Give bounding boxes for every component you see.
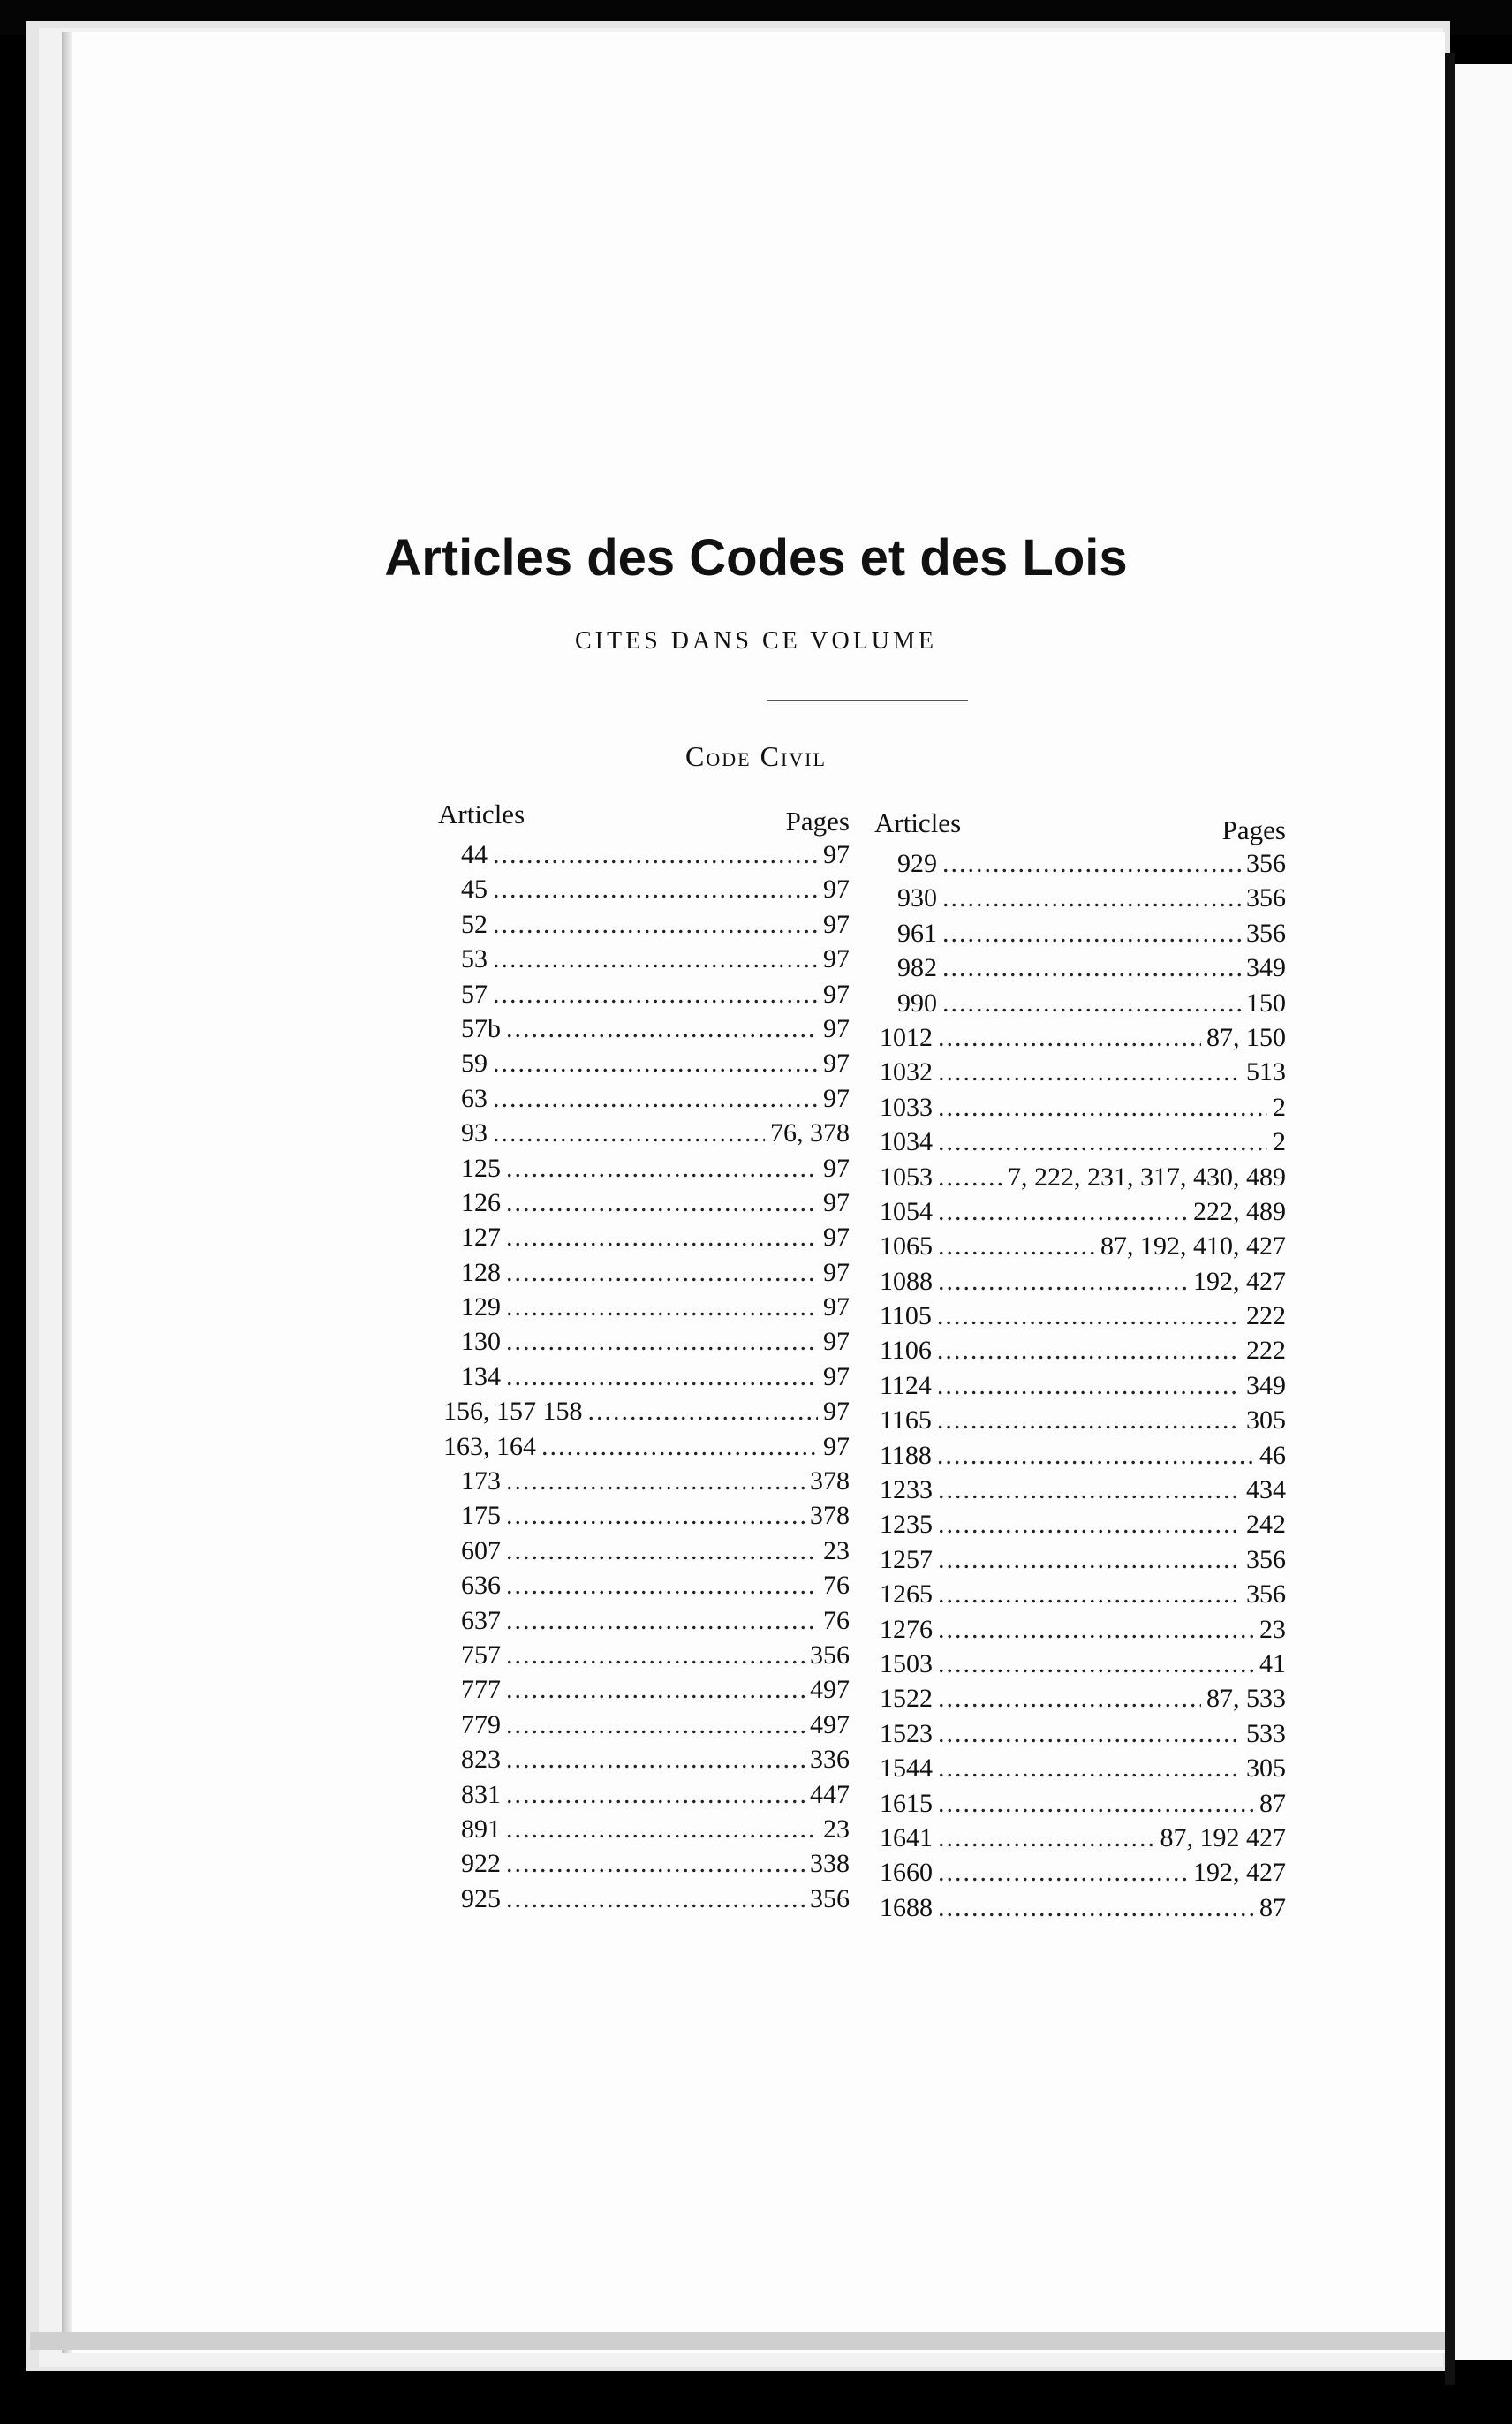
- article-number: 922: [461, 1849, 501, 1879]
- dot-leader: [938, 1855, 1188, 1890]
- dot-leader: [541, 1429, 818, 1464]
- dot-leader: [942, 846, 1241, 881]
- page-reference: 97: [823, 1013, 850, 1043]
- index-column-right: [871, 807, 1286, 1925]
- page-reference: 97: [823, 1083, 850, 1113]
- dot-leader: [938, 1507, 1241, 1542]
- index-entry: [871, 1786, 1286, 1821]
- page-title: Articles des Codes et des Lois: [384, 529, 1128, 587]
- dot-leader: [937, 1333, 1241, 1367]
- dot-leader: [938, 1542, 1241, 1577]
- index-entry: [871, 1855, 1286, 1890]
- page-reference: 97: [823, 1361, 850, 1391]
- article-number: 1233: [880, 1475, 933, 1505]
- page-reference: 97: [823, 840, 850, 869]
- article-number: 44: [461, 840, 488, 869]
- index-entry: [871, 1890, 1286, 1925]
- article-number: 125: [461, 1153, 501, 1183]
- article-number: 1523: [880, 1718, 933, 1748]
- column-header: [871, 807, 1286, 846]
- dot-leader: [506, 1464, 805, 1498]
- page-reference: 97: [823, 1327, 850, 1357]
- article-number: 823: [461, 1745, 501, 1775]
- page-reference: 76: [823, 1605, 850, 1635]
- dot-leader: [493, 872, 818, 906]
- article-number: 1615: [880, 1788, 933, 1818]
- dot-leader: [938, 1751, 1241, 1785]
- article-number: 1265: [880, 1579, 933, 1610]
- index-entry: [871, 1090, 1286, 1125]
- dot-leader: [506, 1151, 818, 1185]
- page-reference: 46: [1259, 1440, 1286, 1470]
- index-entry: [435, 1151, 850, 1185]
- dot-leader: [938, 1194, 1188, 1229]
- dot-leader: [938, 1577, 1241, 1611]
- page-reference: 97: [823, 1431, 850, 1461]
- page-reference: 76: [823, 1571, 850, 1601]
- article-number: 134: [461, 1361, 501, 1391]
- index-entry: [435, 942, 850, 976]
- article-number: 1034: [880, 1127, 933, 1157]
- article-number: 1503: [880, 1648, 933, 1678]
- dot-leader: [937, 1299, 1241, 1333]
- page-reference: 513: [1246, 1057, 1286, 1087]
- dot-leader: [493, 837, 818, 872]
- dot-leader: [506, 1638, 805, 1672]
- index-entry: [435, 1534, 850, 1568]
- article-number: 52: [461, 909, 488, 939]
- dot-leader: [506, 1185, 818, 1220]
- index-entry: [871, 1264, 1286, 1299]
- article-number: 175: [461, 1501, 501, 1531]
- page-reference: 338: [810, 1849, 850, 1879]
- article-number: 59: [461, 1049, 488, 1079]
- page-reference: 222: [1246, 1301, 1286, 1331]
- dot-leader: [942, 881, 1241, 915]
- dot-leader: [506, 1498, 805, 1533]
- index-rows-left: [435, 837, 850, 1916]
- index-entry: [435, 837, 850, 872]
- index-entry: [871, 916, 1286, 951]
- article-number: 1688: [880, 1892, 933, 1922]
- article-number: 607: [461, 1535, 501, 1565]
- index-entry: [435, 1116, 850, 1150]
- index-entry: [435, 1185, 850, 1220]
- page-reference: 87, 192 427: [1160, 1822, 1286, 1852]
- page-reference: 305: [1246, 1754, 1286, 1784]
- article-number: 130: [461, 1327, 501, 1357]
- dot-leader: [938, 1716, 1241, 1751]
- article-number: 1276: [880, 1614, 933, 1644]
- index-entry: [871, 1612, 1286, 1647]
- article-number: 930: [897, 883, 937, 913]
- dot-leader: [506, 1882, 805, 1916]
- dot-leader: [506, 1777, 805, 1812]
- index-entry: [871, 986, 1286, 1020]
- dot-leader: [938, 1229, 1095, 1263]
- dot-leader: [506, 1360, 818, 1394]
- index-entry: [435, 1046, 850, 1080]
- page-reference: 97: [823, 979, 850, 1009]
- article-number: 1660: [880, 1858, 933, 1888]
- page-reference: 447: [810, 1779, 850, 1809]
- page-reference: 87, 192, 410, 427: [1100, 1231, 1286, 1261]
- dot-leader: [493, 977, 818, 1011]
- page-reference: 378: [810, 1466, 850, 1496]
- article-number: 53: [461, 944, 488, 974]
- page-reference: 87: [1259, 1892, 1286, 1922]
- article-number: 1033: [880, 1092, 933, 1122]
- index-entry: [435, 1394, 850, 1428]
- article-number: 1544: [880, 1754, 933, 1784]
- page-reference: 87: [1259, 1788, 1286, 1818]
- dot-leader: [938, 1647, 1254, 1681]
- index-entry: [871, 1160, 1286, 1194]
- index-entry: [435, 1672, 850, 1707]
- index-entry: [871, 1577, 1286, 1611]
- dot-leader: [506, 1742, 805, 1776]
- index-entry: [871, 1821, 1286, 1855]
- article-number: 63: [461, 1083, 488, 1113]
- article-number: 929: [897, 849, 937, 878]
- page-reference: 7, 222, 231, 317, 430, 489: [1008, 1162, 1286, 1192]
- article-number: 173: [461, 1466, 501, 1496]
- index-entry: [435, 1081, 850, 1116]
- index-entry: [871, 1403, 1286, 1437]
- page-reference: 23: [823, 1814, 850, 1844]
- article-number: 93: [461, 1118, 488, 1148]
- pages-header: Pages: [1221, 814, 1286, 845]
- page-reference: 305: [1246, 1405, 1286, 1435]
- dot-leader: [938, 1681, 1201, 1716]
- dot-leader: [938, 1786, 1254, 1821]
- dot-leader: [506, 1603, 818, 1638]
- page-reference: 2: [1273, 1127, 1286, 1157]
- article-number: 1088: [880, 1266, 933, 1296]
- article-number: 128: [461, 1257, 501, 1287]
- article-number: 1124: [880, 1370, 932, 1400]
- dot-leader: [937, 1403, 1241, 1437]
- index-entry: [435, 907, 850, 942]
- index-entry: [435, 1498, 850, 1533]
- index-column-left: [435, 799, 850, 1916]
- index-entry: [435, 1812, 850, 1846]
- article-number: 982: [897, 953, 937, 983]
- page-reference: 222, 489: [1193, 1196, 1286, 1226]
- article-number: 637: [461, 1605, 501, 1635]
- title-divider: [767, 700, 968, 701]
- article-number: 1235: [880, 1510, 933, 1540]
- articles-header: Articles: [874, 807, 962, 838]
- page-reference: 97: [823, 1223, 850, 1253]
- dot-leader: [938, 1020, 1201, 1055]
- page-reference: 356: [810, 1883, 850, 1913]
- index-entry: [871, 1473, 1286, 1507]
- column-header: [435, 799, 850, 837]
- page-reference: 192, 427: [1193, 1266, 1286, 1296]
- page-reference: 222: [1246, 1336, 1286, 1366]
- index-entry: [435, 1429, 850, 1464]
- page-reference: 356: [810, 1640, 850, 1670]
- index-entry: [871, 1299, 1286, 1333]
- page-reference: 97: [823, 1187, 850, 1217]
- dot-leader: [942, 916, 1241, 951]
- dot-leader: [493, 942, 818, 976]
- article-number: 156, 157 158: [443, 1397, 583, 1427]
- index-entry: [435, 1708, 850, 1742]
- page-reference: 97: [823, 909, 850, 939]
- article-number: 1054: [880, 1196, 933, 1226]
- index-entry: [435, 1603, 850, 1638]
- dot-leader: [493, 1046, 818, 1080]
- index-entry: [871, 1438, 1286, 1473]
- article-number: 1032: [880, 1057, 933, 1087]
- index-entry: [871, 846, 1286, 881]
- page-reference: 97: [823, 1397, 850, 1427]
- page-reference: 2: [1273, 1092, 1286, 1122]
- article-number: 1105: [880, 1301, 932, 1331]
- index-entry: [871, 1020, 1286, 1055]
- index-entry: [435, 1220, 850, 1254]
- index-entry: [435, 1324, 850, 1359]
- dot-leader: [506, 1708, 805, 1742]
- article-number: 163, 164: [443, 1431, 536, 1461]
- dot-leader: [938, 1264, 1188, 1299]
- dot-leader: [938, 1890, 1254, 1925]
- index-entry: [871, 881, 1286, 915]
- page-reference: 497: [810, 1709, 850, 1739]
- page-reference: 87, 533: [1206, 1684, 1286, 1714]
- article-number: 57b: [461, 1013, 501, 1043]
- page-reference: 242: [1246, 1510, 1286, 1540]
- index-entry: [435, 1882, 850, 1916]
- index-entry: [435, 1742, 850, 1776]
- dot-leader: [506, 1290, 818, 1324]
- page-reference: 378: [810, 1501, 850, 1531]
- dot-leader: [942, 951, 1241, 985]
- index-entry: [435, 1846, 850, 1881]
- index-entry: [871, 1055, 1286, 1089]
- article-number: 961: [897, 918, 937, 948]
- page-reference: 97: [823, 944, 850, 974]
- index-entry: [435, 1777, 850, 1812]
- index-entry: [871, 1368, 1286, 1403]
- page-reference: 434: [1246, 1475, 1286, 1505]
- article-number: 891: [461, 1814, 501, 1844]
- page-reference: 23: [823, 1535, 850, 1565]
- index-entry: [435, 1568, 850, 1602]
- page-reference: 356: [1246, 1579, 1286, 1610]
- article-number: 57: [461, 979, 488, 1009]
- article-number: 45: [461, 875, 488, 905]
- index-entry: [871, 1542, 1286, 1577]
- article-number: 1165: [880, 1405, 932, 1435]
- article-number: 126: [461, 1187, 501, 1217]
- article-number: 1641: [880, 1822, 933, 1852]
- index-entry: [435, 1464, 850, 1498]
- article-number: 127: [461, 1223, 501, 1253]
- dot-leader: [938, 1821, 1155, 1855]
- index-entry: [871, 951, 1286, 985]
- index-entry: [435, 872, 850, 906]
- dot-leader: [938, 1473, 1241, 1507]
- index-entry: [435, 1255, 850, 1290]
- dot-leader: [938, 1055, 1241, 1089]
- index-entry: [871, 1681, 1286, 1716]
- article-number: 636: [461, 1571, 501, 1601]
- page-reference: 356: [1246, 918, 1286, 948]
- page-reference: 97: [823, 875, 850, 905]
- index-entry: [435, 1638, 850, 1672]
- dot-leader: [506, 1220, 818, 1254]
- dot-leader: [493, 1081, 818, 1116]
- page-reference: 356: [1246, 1544, 1286, 1574]
- section-heading: Code Civil: [685, 740, 827, 772]
- index-entry: [871, 1751, 1286, 1785]
- article-number: 757: [461, 1640, 501, 1670]
- dot-leader: [493, 907, 818, 942]
- index-rows-right: [871, 846, 1286, 1925]
- dot-leader: [506, 1846, 805, 1881]
- article-number: 831: [461, 1779, 501, 1809]
- page-bottom-edge: [30, 2332, 1448, 2350]
- dot-leader: [506, 1568, 818, 1602]
- index-entry: [871, 1507, 1286, 1542]
- page-reference: 76, 378: [770, 1118, 850, 1148]
- page-reference: 97: [823, 1153, 850, 1183]
- dot-leader: [937, 1368, 1241, 1403]
- page-reference: 87, 150: [1206, 1022, 1286, 1052]
- dot-leader: [942, 986, 1241, 1020]
- page-reference: 97: [823, 1049, 850, 1079]
- page-reference: 23: [1259, 1614, 1286, 1644]
- dot-leader: [506, 1812, 818, 1846]
- page-reference: 533: [1246, 1718, 1286, 1748]
- article-number: 129: [461, 1292, 501, 1322]
- article-number: 1065: [880, 1231, 933, 1261]
- facing-page-edge: [1455, 64, 1512, 2360]
- page-reference: 41: [1259, 1648, 1286, 1678]
- index-entry: [871, 1647, 1286, 1681]
- page-reference: 97: [823, 1292, 850, 1322]
- index-entry: [871, 1229, 1286, 1263]
- page-gutter-shadow: [62, 32, 72, 2353]
- index-entry: [871, 1716, 1286, 1751]
- dot-leader: [938, 1612, 1254, 1647]
- page-subtitle: CITES DANS CE VOLUME: [574, 627, 938, 655]
- dot-leader: [493, 1116, 765, 1150]
- dot-leader: [506, 1672, 805, 1707]
- index-entry: [435, 1011, 850, 1046]
- page-reference: 349: [1246, 1370, 1286, 1400]
- index-entry: [435, 1360, 850, 1394]
- index-entry: [871, 1125, 1286, 1159]
- article-number: 1053: [880, 1162, 933, 1192]
- article-number: 1106: [880, 1336, 932, 1366]
- page-reference: 356: [1246, 849, 1286, 878]
- dot-leader: [506, 1534, 818, 1568]
- dot-leader: [506, 1324, 818, 1359]
- article-number: 779: [461, 1709, 501, 1739]
- page-reference: 497: [810, 1675, 850, 1705]
- index-entry: [435, 1290, 850, 1324]
- dot-leader: [506, 1255, 818, 1290]
- page-reference: 336: [810, 1745, 850, 1775]
- spine-shadow: [1445, 53, 1455, 2385]
- article-number: 925: [461, 1883, 501, 1913]
- dot-leader: [938, 1090, 1267, 1125]
- page-reference: 97: [823, 1257, 850, 1287]
- page-reference: 349: [1246, 953, 1286, 983]
- dot-leader: [937, 1438, 1254, 1473]
- index-entry: [435, 977, 850, 1011]
- article-number: 990: [897, 988, 937, 1018]
- articles-header: Articles: [438, 799, 525, 829]
- index-entry: [871, 1333, 1286, 1367]
- article-number: 1188: [880, 1440, 932, 1470]
- article-number: 1012: [880, 1022, 933, 1052]
- dot-leader: [588, 1394, 819, 1428]
- page-reference: 150: [1246, 988, 1286, 1018]
- dot-leader: [938, 1160, 1002, 1194]
- index-entry: [871, 1194, 1286, 1229]
- pages-header: Pages: [785, 806, 850, 837]
- article-number: 777: [461, 1675, 501, 1705]
- page-reference: 356: [1246, 883, 1286, 913]
- article-number: 1522: [880, 1684, 933, 1714]
- dot-leader: [938, 1125, 1267, 1159]
- dot-leader: [506, 1011, 818, 1046]
- article-number: 1257: [880, 1544, 933, 1574]
- page-reference: 192, 427: [1193, 1858, 1286, 1888]
